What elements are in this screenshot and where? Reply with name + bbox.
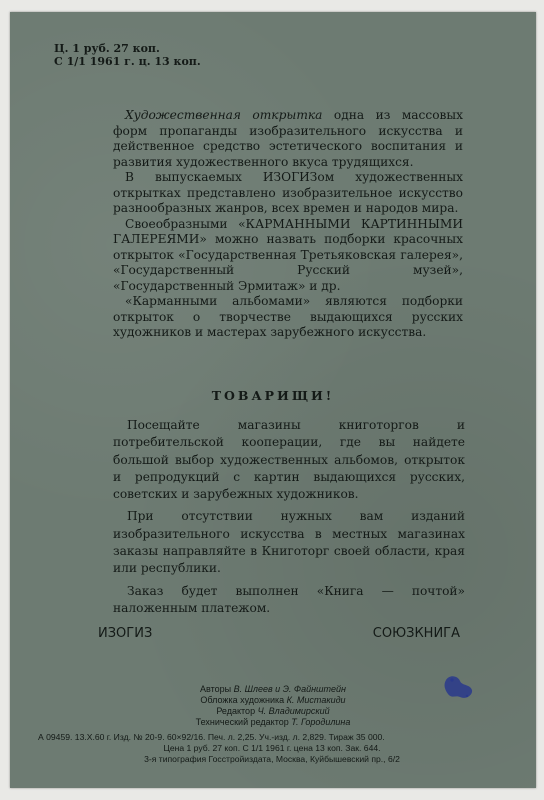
intro-paragraph-1-rest: одна из массовых форм пропаганды изобразительного искусства и действенное средство эстетического воспитания и развития художественного вкуса трудящихся.: [113, 108, 463, 169]
appeal-text: [113, 417, 465, 617]
imprint-line-2: Цена 1 руб. 27 коп. С 1/1 1961 г. цена 13 коп. Зак. 644.: [163, 743, 381, 753]
publisher-soyuzkniga: СОЮЗКНИГА: [372, 626, 460, 641]
price-line-2: С 1/1 1961 г. ц. 13 коп.: [54, 55, 201, 68]
imprint-block: [38, 732, 506, 765]
appeal-heading: ТОВАРИЩИ!: [211, 388, 335, 403]
intro-paragraph-3: Своеобразными «КАРМАННЫМИ КАРТИННЫМИ ГАЛЕРЕЯМИ» можно назвать подборки красочных открыток «Государственная Третьяковская галерея», «Государственный Русский музей», «Государственный Эрмитаж» и др.: [113, 216, 463, 293]
publisher-izogiz: ИЗОГИЗ: [98, 626, 153, 641]
intro-text: [113, 108, 463, 341]
intro-lead-term: Художественная открытка: [125, 108, 323, 122]
price-block: [54, 42, 201, 68]
credits-block: [10, 684, 536, 728]
imprint-line-3: 3-я типография Госстройиздата, Москва, Куйбышевский пр., 6/2: [144, 754, 400, 764]
credits-cover: Обложка художника К. Мистакиди: [200, 695, 346, 705]
imprint-line-1: А 09459. 13.X.60 г. Изд. № 20-9. 60×92/16. Печ. л. 2,25. Уч.-изд. л. 2,829. Тираж 35 000.: [38, 732, 385, 742]
credits-editor: Редактор Ч. Владимирский: [216, 706, 330, 716]
appeal-paragraph-2: При отсутствии нужных вам изданий изобразительного искусства в местных магазинах заказы направляйте в Книготорг своей области, края или республики.: [113, 509, 465, 576]
credits-authors: Авторы В. Шлеев и Э. Файнштейн: [200, 684, 346, 694]
appeal-paragraph-1: Посещайте магазины книготоргов и потребительской кооперации, где вы найдете большой выбор художественных альбомов, открыток и репродукций с картин выдающихся русских, советских и зарубежных художников.: [113, 418, 465, 502]
back-cover-page: [10, 12, 536, 788]
intro-paragraph-4: «Карманными альбомами» являются подборки открыток о творчестве выдающихся русских художников и мастерах зарубежного искусства.: [113, 294, 463, 339]
appeal-paragraph-3: Заказ будет выполнен «Книга — почтой» наложенным платежом.: [113, 583, 465, 615]
intro-paragraph-2: В выпускаемых ИЗОГИЗом художественных открытках представлено изобразительное искусство разнообразных жанров, всех времен и народов мира.: [113, 170, 463, 215]
intro-paragraph-1: [113, 108, 463, 170]
credits-tech-editor: Технический редактор Т. Городилина: [195, 717, 351, 727]
price-line-1: Ц. 1 руб. 27 коп.: [54, 42, 160, 55]
